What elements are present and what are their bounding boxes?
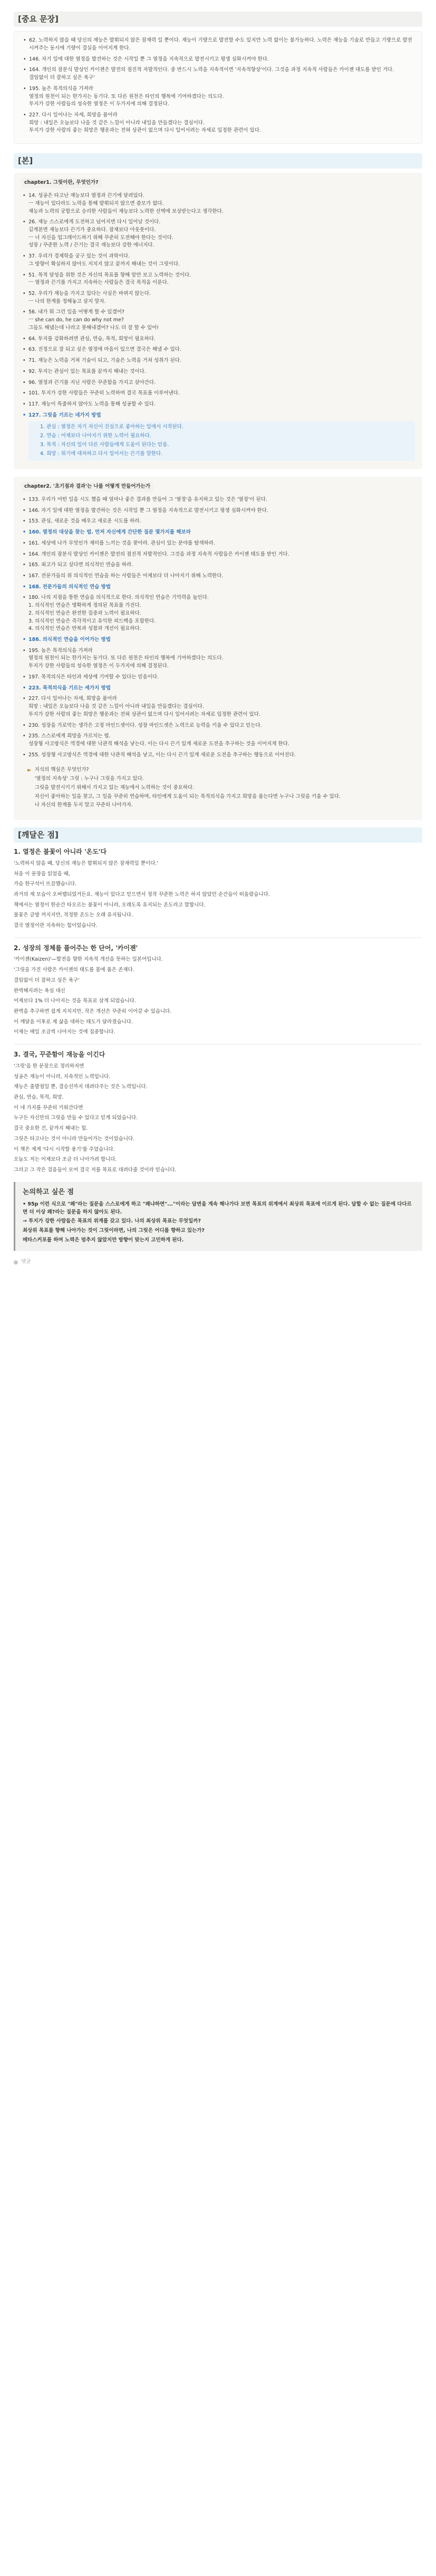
list-item-text: • 197. 목적의식은 타인과 세상에 기여할 수 있다는 믿음이다.	[28, 674, 159, 680]
list-item	[21, 573, 415, 580]
toggle-line: 지식의 핵심은 무엇인가?	[34, 767, 89, 773]
list-item-text: ㅡ 열정과 끈기를 가지고 지속하는 사람들은 결국 목적을 이룬다.	[28, 280, 169, 286]
list-item	[21, 584, 415, 591]
lesson-paragraph: 책에서는 열정이 한순간 타오르는 불꽃이 아니라, 오래도록 유지되는 온도라고 말합니다.	[14, 902, 206, 908]
list-item	[21, 390, 415, 398]
list-item-text: • 160. 열정의 대상을 찾는 법. 먼저 자신에게 간단한 질문 몇가지를 해보라	[28, 529, 191, 536]
list-item-text: 그들도 해냈는데 나라고 못해내겠어? 나도 더 잘 할 수 있어!	[28, 324, 159, 331]
lesson-paragraph: 결국 중요한 건, 끝까지 해내는 힘.	[14, 1126, 88, 1132]
lesson-paragraph: 결국 열정이란 지속하는 힘이었습니다.	[14, 923, 98, 929]
toggle-line: 그릿을 발전시키기 위해서 가지고 있는 재능에서 노력하는 것이 중요하다.	[34, 784, 195, 791]
list-item-text: • 26. 재능 스스로에게 도전하고 넘어지면 다시 일어날 것이다.	[28, 219, 161, 225]
list-item-text: 재능과 노력의 궁합으로 승리한 사람들이 재능보다 노력한 선택에 보상받는다고 생각한다.	[28, 208, 224, 214]
key-sentences-heading: [중요 문장]	[14, 12, 422, 27]
list-item-text: • 51. 목적 달성을 위한 것은 자신의 목표를 향해 앞만 보고 노력하는 것이다.	[28, 272, 191, 278]
list-item-text: • 14. 성공은 타고난 재능보다 열정과 끈기에 달려있다.	[28, 193, 144, 199]
list-item-text: 투지가 강한 사람의 좋는 희망은 행운과는 전혀 상관이 없으며 다시 일어서려는 자세로 입정한 관련이 있다.	[29, 127, 261, 134]
discussion-line: 메타스커포를 하며 노력은 멈추지 않았지만 방향이 맞는지 고민하게 된다.	[23, 1237, 184, 1243]
lesson-title: 2. 성장의 정체를 풀어주는 한 단어, '카이젠'	[14, 944, 138, 952]
list-item	[21, 192, 415, 215]
list-item-text: 결임없이 더 잘하고 싶은 욕구'	[29, 75, 95, 81]
discussion-body	[23, 1201, 415, 1245]
list-item	[21, 518, 415, 526]
lesson-paragraph: 이 책은 제게 '다시 시작할 용기'를 주었습니다.	[14, 1146, 115, 1152]
list-item-text: 3. 의식적인 연습은 즉각적이고 유익한 피드백을 포함한다.	[28, 618, 156, 624]
list-item	[21, 346, 415, 354]
lesson-paragraph: 누구든 자신만의 그릿을 만들 수 있다고 믿게 되었습니다.	[14, 1115, 138, 1121]
list-item-text: • 64. 투지를 강화하려면 관심, 연습, 목적, 희망이 필요하다.	[28, 335, 156, 342]
list-item	[22, 56, 414, 64]
lesson-paragraph: 결임없이 더 잘하고 싶은 욕구'	[14, 977, 80, 983]
summary-toggle-body	[35, 766, 341, 811]
list-item-text: • 168. 전문가들의 의식적인 연습 방법	[28, 584, 111, 590]
lesson-paragraph: 처음 이 문장을 읽었을 때,	[14, 871, 70, 877]
list-item-text: 투지가 강한 사람의 좋는 희망은 행운과는 전혀 상관이 없으며 다시 일어서려는 자세로 입정한 관련이 있다.	[28, 711, 260, 717]
list-item-text: 열정의 원천이 되는 한가지는 동기다. 또 다른 원천은 타인의 행복에 기여하겠다는 의도다.	[28, 655, 224, 662]
list-item	[21, 647, 415, 670]
summary-toggle[interactable]	[21, 762, 415, 815]
chapter2-callout	[14, 477, 422, 820]
list-item	[21, 529, 415, 537]
chapter1-list	[21, 192, 415, 461]
lessons-heading: [깨달은 점]	[14, 827, 422, 843]
lesson-paragraph: 이 깨달음 이후로 제 삶을 대하는 태도가 달라졌습니다.	[14, 1019, 133, 1025]
comment-footer[interactable]	[14, 1258, 422, 1266]
list-item	[21, 551, 415, 559]
list-item-text: • 96. 열정과 끈기를 지닌 사람은 꾸준함을 가지고 살아간다.	[28, 379, 156, 386]
sub-list-item: 2. 연습 : 어제보다 나아지기 위한 노력이 필요하다.	[40, 433, 151, 439]
list-item	[21, 496, 415, 504]
list-item-text: • 165. 최고가 되고 싶다면 의식적인 연습을 하라.	[28, 562, 133, 568]
list-item-text: • 153. 관심, 새로운 것을 배우고 새로운 시도를 하라.	[28, 518, 141, 525]
key-sentences-list	[22, 37, 414, 135]
list-item	[21, 561, 415, 569]
list-item-text: • 223. 목적의식을 기르는 세가지 방법	[28, 685, 111, 691]
list-item	[21, 219, 415, 250]
list-item-text: • 180. 나의 지점을 통한 연습을 의식적으로 한다. 의식적인 연습은 기억력을 높인다.	[28, 595, 209, 601]
lesson-block	[14, 1050, 422, 1175]
lightbulb-icon: ►	[27, 767, 32, 774]
list-item-text: • 195. 놀은 목적의식을 가져라	[28, 647, 93, 654]
list-item-text: • 146. 자기 일에 대한 열정을 발견하는 것은 시작일 뿐 그 열정을 지속적으로 발전시키고 평생 심화시켜야 한다.	[28, 507, 268, 514]
main-text-heading: [본]	[14, 153, 422, 169]
list-item-text: 성장형 사고방식은 역경에 대한 낙관적 해석을 낳는다. 이는 다시 끈기 있게 새로운 도전을 추구하는 것을 이어지게 한다.	[28, 741, 289, 747]
list-item-text: • 235. 스스로에게 희망을 가르치는 법.	[28, 733, 111, 739]
list-item-text: • 227. 다시 일어나는 자세, 희망을 품어라	[29, 112, 118, 118]
lesson-title: 3. 결국, 꾸준함이 재능을 이긴다	[14, 1051, 105, 1059]
list-item-text: • 186. 의식적인 연습을 이어가는 방법	[28, 637, 111, 643]
list-item	[21, 272, 415, 287]
discussion-heading: 논의하고 싶은 점	[23, 1188, 74, 1196]
list-item-text: 4. 의식적인 연습은 반복과 성찰과 개선이 필요하다.	[28, 626, 141, 632]
chapter1-title: chapter1. 그릿이란, 무엇인가?	[21, 178, 102, 188]
lesson-block	[14, 943, 422, 1037]
key-sentences-section	[14, 12, 422, 144]
toggle-line: 자신이 좋아하는 일을 찾고, 그 일을 꾸준히 연습하며, 타인에게 도움이 되는 목적의식을 가지고 희망을 품는다면 누구나 그릿을 키울 수 있다.	[34, 793, 341, 800]
discussion-line: 최상위 목표를 향해 나아가는 것이 그릿이라면, 나의 그릿은 어디를 향하고 있는가?	[23, 1227, 205, 1233]
discussion-callout	[14, 1182, 422, 1251]
discussion-line: • 95p 이런 식으로 "왜"라는 질문을 스스로에게 하고 "왜냐하면"..."이라는 답변을 계속 해나가다 보면 목표의 위계에서 최상위 목표에 이르게 된다. 답할 수 없는 질문에 다다르면 더 이상 왜?라는 질문을 하지 않아도 된다.	[23, 1201, 412, 1215]
list-item	[21, 309, 415, 332]
list-item	[21, 540, 415, 548]
lesson-paragraph: '노력하지 않을 때, 당신의 재능은 발휘되지 않은 잠재력일 뿐이다.'	[14, 860, 159, 866]
list-item-text: 2. 의식적인 연습은 완전한 집중과 노력이 필요하다.	[28, 610, 141, 616]
chapter2-list	[21, 496, 415, 759]
discussion-line: → 투지가 강한 사람들은 목표의 위계를 갖고 있다. 나의 최상위 목표는 무엇일까?	[23, 1218, 201, 1225]
list-item	[21, 733, 415, 748]
lesson-paragraph: 가슴 한구석이 뜨끔했습니다.	[14, 881, 77, 887]
list-item	[21, 636, 415, 644]
list-item-text: • 71. 재능은 노력을 거쳐 기술이 되고, 기술은 노력을 거쳐 성취가 된다.	[28, 358, 181, 364]
list-item-text: • 164. 개인의 잠분식 발상인 카이젠은 발전의 점진적 자발적인다. 그것을 과정 지속적 사람들은 카이젠 태도를 받인 거다.	[28, 551, 289, 557]
lesson-paragraph: 불꽃은 금방 꺼지지만, 적정한 온도는 오래 유지됩니다.	[14, 912, 133, 919]
chapter1-callout	[14, 173, 422, 469]
lesson-paragraph: '그릿'을 한 문장으로 정리하자면	[14, 1063, 84, 1069]
lesson-paragraph: 관심, 연습, 목적, 희망.	[14, 1094, 64, 1100]
lesson-paragraph: 완벽을 추구하면 쉽게 지치지만, 작은 개선은 꾸준히 이어갈 수 있습니다.	[14, 1009, 172, 1015]
lesson-paragraph: 성공은 재능이 아니라, 지속적인 노력입니다.	[14, 1073, 111, 1080]
list-item-text: • 164. 개인의 잠분식 발상인 카이젠은 발전의 점진적 자발적인다. 중 반드시 노력을 지속적이면 '지속적향상'이다. 그것을 과정 지속적 사람들은 카이젠 대도를 받인 거다.	[29, 67, 394, 73]
list-item	[21, 379, 415, 387]
toggle-line: '열정의 지속성' 그릿 : 누구나 그릿을 가지고 있다.	[34, 776, 144, 782]
list-item-text: ㅡ she can do, he can do why not me?	[28, 317, 124, 323]
comment-label: 댓글	[21, 1259, 31, 1265]
list-item-text: • 127. 그릿을 기르는 네가지 방법	[28, 412, 101, 418]
lessons-section	[14, 827, 422, 1175]
list-item-text: • 62. 노력하지 않을 때 당신의 재능은 발휘되지 않은 잠재력 일 뿐이다. 재능이 기량으로 발전할 수도 있지만 노력 없이는 불가능하다. 노력은 재능을 기술로 만들고 기량으로 발전시켜주는 동시에 기량이 결실을 이어지게 한다.	[29, 37, 412, 51]
list-item-text: • 56. 내가 뭐 그런 일을 어떻게 할 수 있겠어?	[28, 309, 124, 315]
list-item-text: • 146. 자기 일에 대한 열정을 발견하는 것은 시작일 뿐 그 열정을 지속적으로 발전시키고 평생 심화시켜야 한다.	[29, 56, 269, 62]
list-item-text: 1. 의식적인 연습은 명확하게 정의된 목표를 가진다.	[28, 603, 141, 609]
lesson-paragraph: 그릿은 타고나는 것이 아니라 만들어가는 것이었습니다.	[14, 1136, 135, 1142]
list-item-text: • 195. 놀은 목적의식을 가져라	[29, 85, 93, 92]
lesson-paragraph: 완벽해지려는 욕심 대신	[14, 988, 65, 994]
list-item-text: 희망 : 내일은 오늘보다 나을 것 같은 느낌이 아니라 내일을 만들겠다는 결심이다.	[28, 704, 205, 710]
toggle-line: 나 자신의 한계를 두지 말고 꾸준히 나아가자.	[34, 802, 133, 808]
chapter2-title: chapter2. '초기점과 결과'는 나를 어떻게 만들어가는가	[21, 482, 153, 492]
sub-list-item: 4. 희망 : 위기에 대처하고 다시 일어서는 끈기를 말한다.	[40, 450, 163, 457]
list-item-text: • 133. 우리가 어떤 일을 시도 했을 때 얼마나 좋은 결과를 만들어 그 '열정'을 유지하고 있는 것은 '열정'이 된다.	[28, 496, 268, 502]
list-item-text: • 101. 투지가 강한 사람들은 꾸준히 노력하며 결국 목표를 이루어낸다.	[28, 390, 180, 397]
list-item-text: • 227. 다시 일어나는 자세, 희망을 품어라	[28, 696, 117, 702]
list-item-text: 투지가 강한 사람들의 성숙한 열정은 이 두가지에 의해 결정된다.	[28, 663, 169, 669]
list-item	[22, 37, 414, 52]
list-item	[21, 412, 415, 461]
list-item	[21, 368, 415, 376]
list-item-text: • 37. 우리가 경제학을 궁구 있는 것이 과학이다.	[28, 253, 130, 260]
list-item	[22, 66, 414, 82]
list-item	[21, 752, 415, 759]
list-item	[21, 401, 415, 409]
lesson-paragraph: '카이젠(Kaizen)'—발전을 향한 지속적 개선을 뜻하는 일본어입니다.	[14, 956, 163, 963]
lesson-paragraph: 이 네 가지를 꾸준히 키워간다면	[14, 1104, 83, 1111]
sub-list	[28, 421, 415, 461]
lesson-title: 1. 열정은 불꽃이 아니라 '온도'다	[14, 848, 107, 856]
list-item-text: 희망 : 내일은 오늘보다 나을 것 같은 느낌이 아니라 내일을 만들겠다는 결심이다.	[29, 120, 205, 126]
list-item	[21, 507, 415, 515]
lesson-paragraph: '그릿을 가진 사람은 카이젠의 태도를 몸에 품은 존재다.	[14, 967, 134, 973]
list-item	[21, 674, 415, 682]
list-item-text: • 167. 전문가들의 위 의식적인 연습을 하는 사람들은 어제보다 더 나아지기 위해 노력한다.	[28, 573, 224, 579]
lesson-paragraph: 재능은 출발점일 뿐, 결승선까지 데려다주는 것은 노력입니다.	[14, 1084, 148, 1090]
list-item-text: • 255. 성장형 사고방식은 역경에 대한 낙관적 해석을 낳고, 이는 다시 끈기 있게 새로운 도전을 추구하는 행동으로 이어진다.	[28, 752, 296, 758]
sub-list-item: 3. 목적 : 자신의 일이 다른 사람들에게 도움이 된다는 믿음.	[40, 441, 169, 448]
list-item-text: 열정의 원천이 되는 한가지는 동기다. 또 다른 원천은 타인의 행복에 기여하겠다는 의도다.	[29, 93, 224, 100]
list-item	[22, 112, 414, 135]
comment-avatar-icon	[14, 1260, 18, 1265]
list-item-text: ㅡ 나의 한계를 정해놓고 살지 말자.	[28, 298, 106, 304]
list-item-text: 투지가 강한 사람들의 성숙한 열정은 이 두가지에 의해 결정된다.	[29, 101, 169, 107]
lesson-paragraph: 과거의 제 모습이 오버랩되었거든요. 재능이 있다고 믿으면서 정작 꾸준한 노력은 하지 않았던 순간들이 떠올랐습니다.	[14, 891, 270, 897]
lesson-paragraph: 그리고 그 작은 걸음들이 모여 결국 저를 목표로 데려다줄 것이라 믿습니다.	[14, 1167, 177, 1173]
list-item	[21, 335, 415, 343]
list-item	[21, 290, 415, 305]
list-item	[21, 722, 415, 730]
divider	[14, 937, 422, 938]
list-item-text: ㅡ 재능이 있다라도 노력을 통해 발휘되지 않으면 쓸모가 없다.	[28, 200, 164, 206]
list-item	[21, 685, 415, 693]
list-item-text: • 230. 성장을 가로막는 생각은 고정 마인드셋이다. 성장 마인드셋은 노력으로 능력을 키울 수 있다고 믿는다.	[28, 722, 262, 728]
sub-list-item: 1. 관심 : 열정은 자기 자신이 진심으로 좋아하는 일에서 시작된다.	[40, 424, 183, 430]
list-item	[21, 357, 415, 365]
list-item	[22, 85, 414, 108]
lessons-body	[14, 847, 422, 1174]
list-item-text: ㅡ 너 자신을 업그레이드하기 위해 꾸준히 도전해야 한다는 것이다.	[28, 234, 173, 241]
list-item-text: • 63. 진정으로 잘 되고 싶은 열정에 마음이 있으면 결국은 해낼 수 있다.	[28, 347, 181, 353]
lesson-paragraph: 어제보다 1% 더 나아지는 것을 목표로 삼게 되었습니다.	[14, 998, 136, 1004]
lesson-paragraph: 오늘도 저는 어제보다 조금 더 나아가려 합니다.	[14, 1157, 117, 1163]
list-item-text: 성장 / 꾸준한 노력 / 끈기는 결국 재능보다 강한 에너지다.	[28, 242, 154, 249]
lesson-block	[14, 847, 422, 930]
list-item-text: 길게본면 재능보다 끈기가 중요하다. 잠재보다 아웃풋이다.	[28, 227, 156, 233]
list-item-text: • 117. 재능이 특출하지 않아도 노력을 통해 성공할 수 있다.	[28, 401, 156, 407]
list-item	[21, 695, 415, 718]
list-item-text: • 92. 투지는 관심이 있는 목표를 끝까지 해내는 것이다.	[28, 368, 146, 374]
main-text-section	[14, 153, 422, 820]
key-sentences-block	[14, 31, 422, 144]
lesson-paragraph: 이제는 매일 조금씩 나아지는 것에 집중합니다.	[14, 1029, 115, 1035]
list-item	[21, 253, 415, 268]
list-item-text: • 161. 세상에 나가 무엇인가 재미를 느끼는 것을 찾아라. 관심이 있는 분야를 탐색하라.	[28, 540, 216, 546]
list-item	[21, 594, 415, 633]
list-item-text: 그 방향이 확실하지 않아도 지치지 않고 끝까지 해내는 것이 그릿이다.	[28, 261, 180, 267]
list-item-text: • 52. 우리가 재능을 가지고 있다는 사실은 바뀌지 않는다.	[28, 291, 151, 297]
